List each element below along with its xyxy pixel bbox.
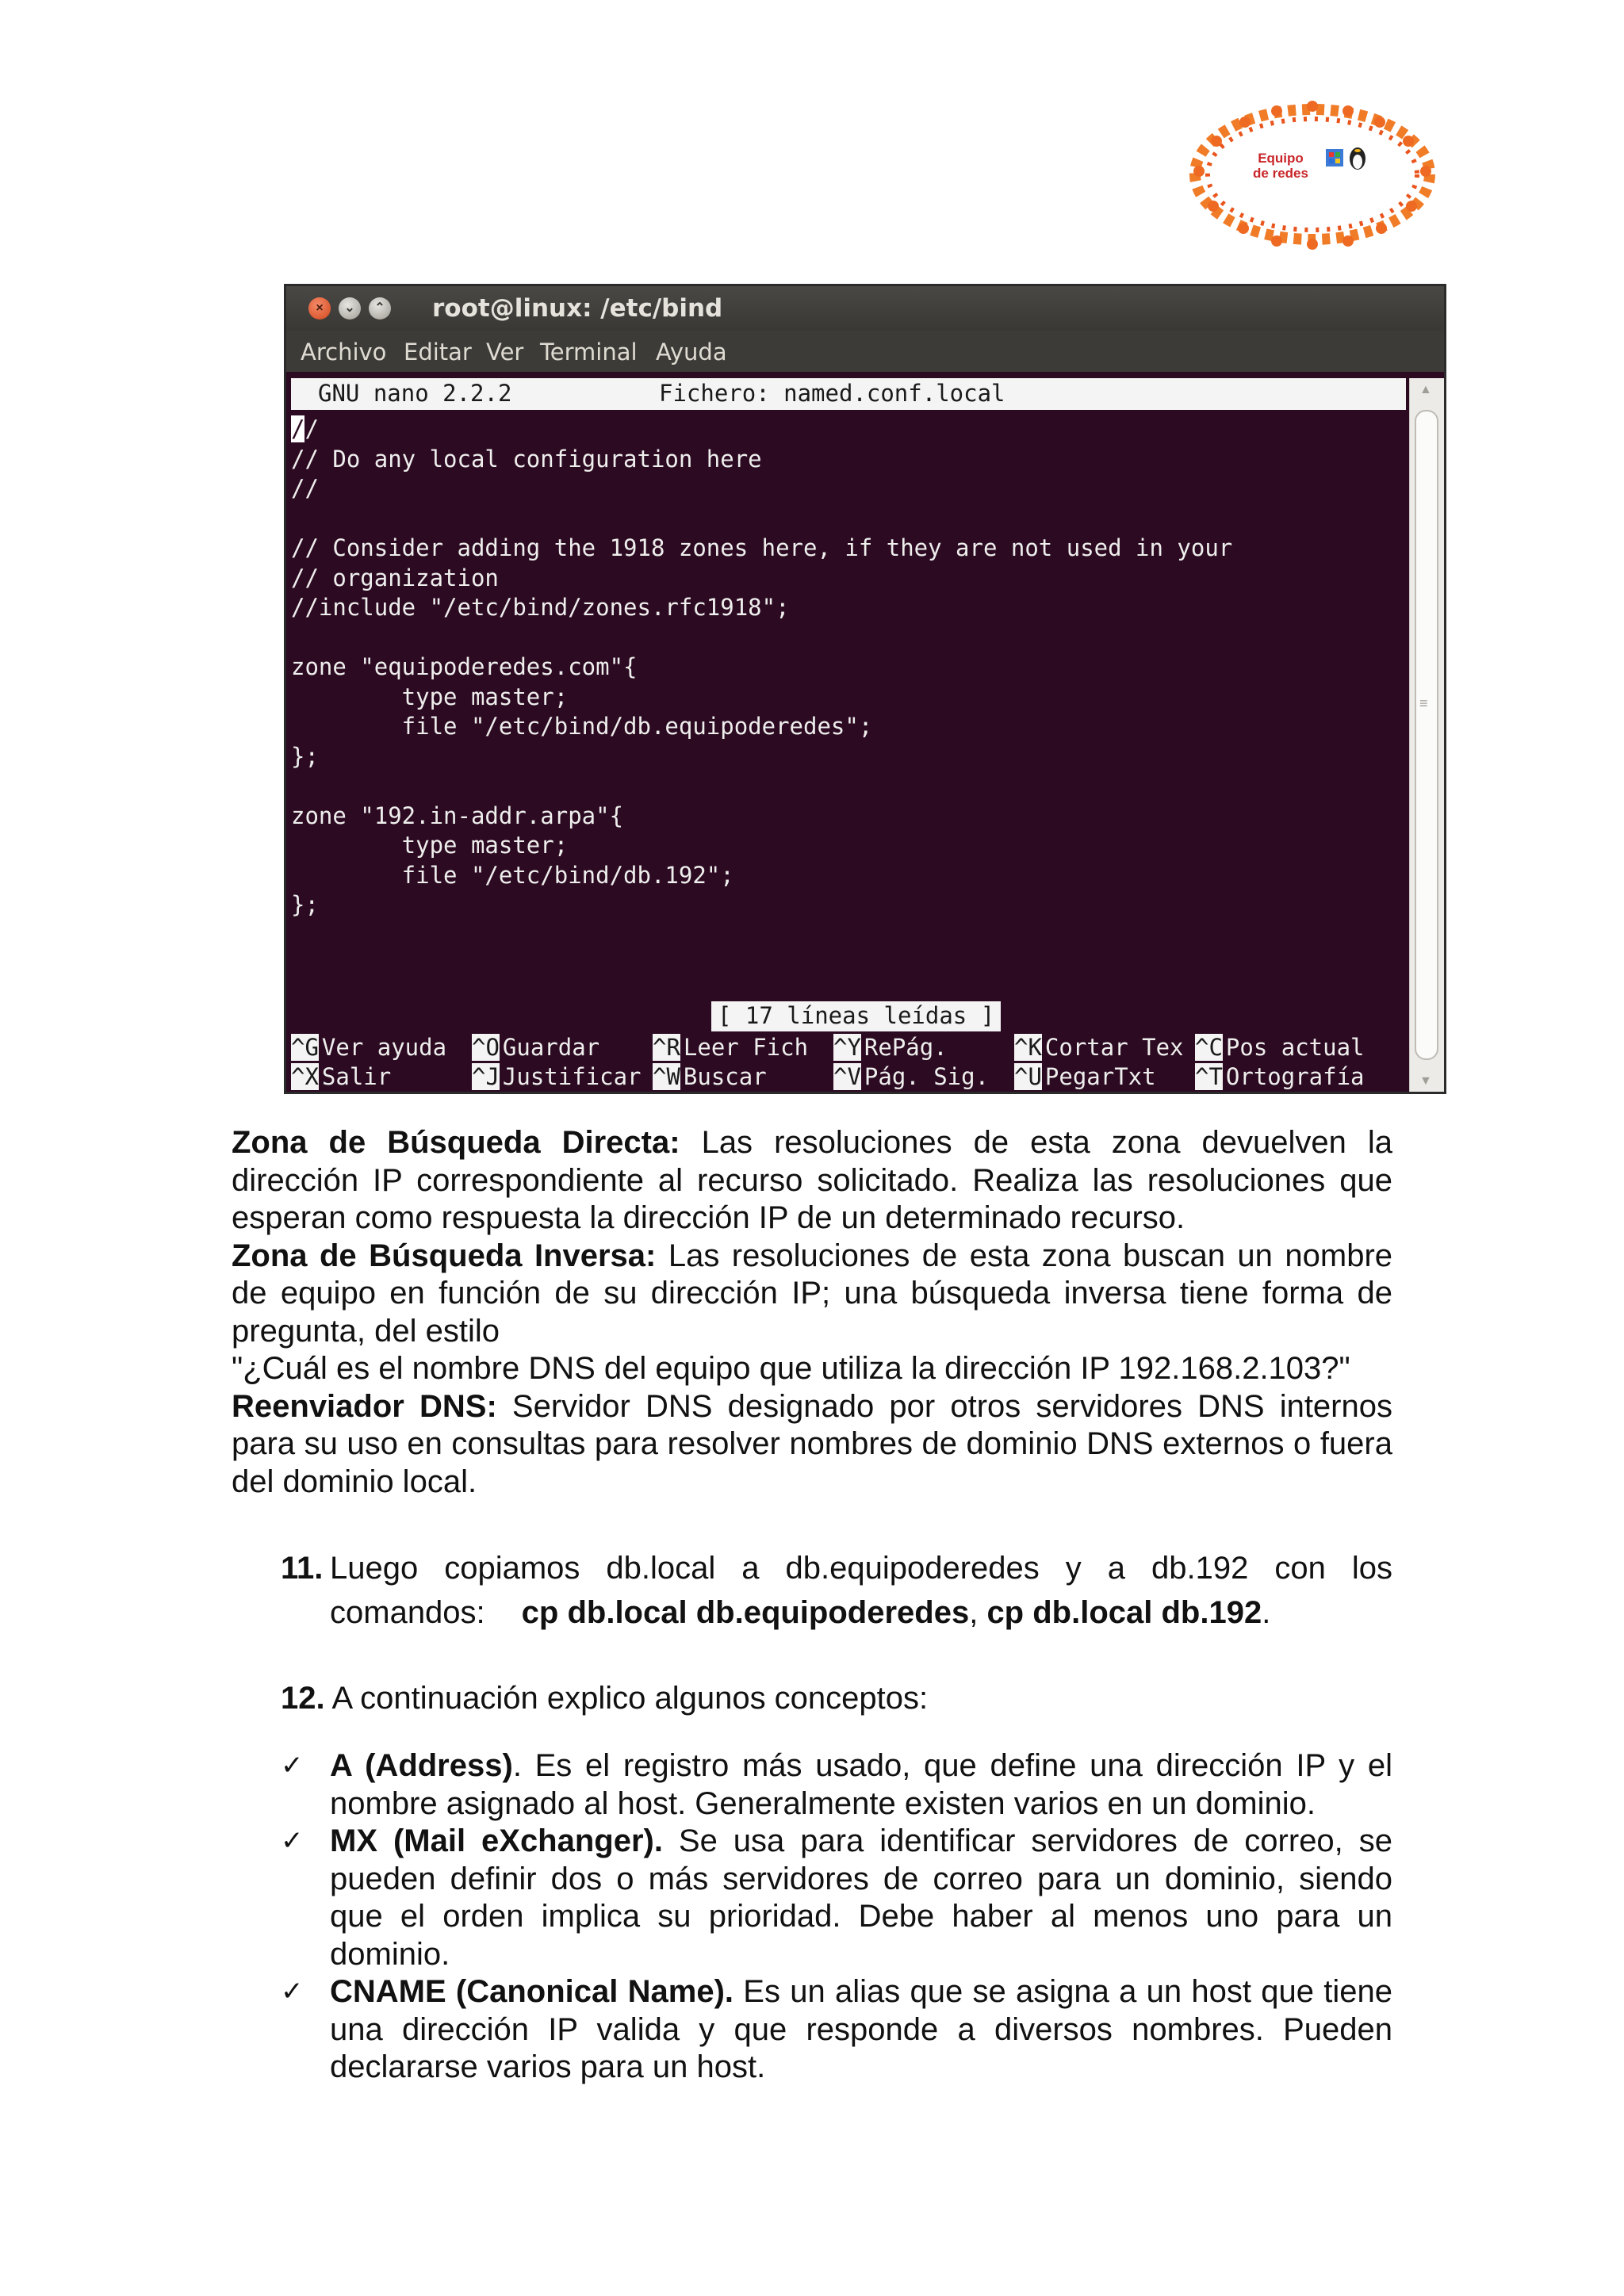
code-line: type master; [291,683,569,710]
shortcut-label: Ortografía [1225,1063,1365,1090]
nano-header [291,378,1406,410]
concept-text: . Es el registro más usado, que define una dirección IP y el nombre asignado al host. Generalmente existen varios en un dominio. [330,1748,1392,1821]
concept-term: CNAME (Canonical Name). [330,1974,734,2009]
shortcut-key: ^Y [833,1034,861,1061]
code-line: }; [291,891,319,918]
forwarder-term: Reenviador DNS: [232,1388,497,1424]
nano-filename: Fichero: named.conf.local [659,380,1005,407]
code-line: type master; [291,832,569,859]
code-line: file "/etc/bind/db.equipoderedes"; [291,713,873,740]
inverse-zone-paragraph [232,1238,1392,1351]
menu-ver[interactable]: Ver [486,339,524,365]
direct-zone-text: Las resoluciones de esta zona devuelven la dirección IP correspondiente al recurso solicitado. Realiza las resoluciones que esperan como respuesta la dirección IP de un determinado recurso. [232,1125,1393,1235]
checkmark-icon: ✓ [281,1750,304,1781]
shortcut-key: ^C [1195,1034,1223,1061]
command-2: cp db.local db.192 [986,1595,1262,1630]
shortcut-row-2 [291,1062,1401,1092]
status-message: [ 17 líneas leídas ] [711,1001,1001,1031]
code-line [291,504,1401,534]
maximize-button[interactable] [369,297,391,320]
menu-archivo[interactable]: Archivo [301,339,387,365]
shortcut-key: ^W [653,1063,680,1090]
concept-text: Es un alias que se asigna a un host que tiene una dirección IP valida y que responde a diversos nombres. Pueden declararse varios para un host. [330,1974,1392,2084]
code-line: zone "192.in-addr.arpa"{ [291,802,624,829]
concept-term: A (Address) [330,1748,513,1783]
logo-line2: de redes [1253,166,1308,181]
nano-version: GNU nano 2.2.2 [318,380,512,407]
concept-list [281,1747,1392,2087]
step-11-commands [330,1590,1392,1635]
close-icon: × [316,301,324,315]
checkmark-icon: ✓ [281,1825,304,1857]
code-line [291,623,1401,653]
code-line: // Consider adding the 1918 zones here, if they are not used in your [291,534,1233,561]
shortcut-key: ^O [472,1034,500,1061]
code-line [291,415,1401,445]
shortcut-label: Cortar Tex [1044,1034,1184,1061]
close-button[interactable] [308,297,331,320]
logo-text [1245,151,1316,181]
shortcut-key: ^V [833,1063,861,1090]
menu-bar [286,331,1444,372]
step-11-prefix: comandos: [330,1595,485,1630]
shortcut-label: Pos actual [1225,1034,1365,1061]
shortcut-label: Buscar [683,1063,767,1090]
list-item [281,1973,1392,2087]
definitions-section [232,1124,1392,1501]
team-logo [1182,95,1443,254]
shortcut-key: ^G [291,1034,319,1061]
checkmark-icon: ✓ [281,1976,304,2007]
logo-line1: Equipo [1258,151,1304,166]
shortcut-row-1 [291,1033,1401,1062]
forwarder-text: Servidor DNS designado por otros servidores DNS internos para su uso en consultas para resolver nombres de dominio DNS externos o fuera del dominio local. [232,1388,1392,1499]
terminal-window [284,284,1446,1094]
title-bar [286,286,1444,331]
shortcut-label: PegarTxt [1044,1063,1156,1090]
code-line: // Do any local configuration here [291,445,762,473]
inverse-zone-question: "¿Cuál es el nombre DNS del equipo que utiliza la dirección IP 192.168.2.103?" [232,1351,1350,1386]
step-11-end: . [1262,1595,1271,1630]
scroll-down-icon[interactable]: ▼ [1419,1074,1432,1088]
inverse-zone-term: Zona de Búsqueda Inversa: [232,1238,657,1273]
shortcut-key: ^J [472,1063,500,1090]
shortcut-label: Justificar [502,1063,642,1090]
shortcut-label: Salir [321,1063,392,1090]
shortcut-label: Leer Fich [683,1034,809,1061]
command-separator: , [969,1595,987,1630]
direct-zone-term: Zona de Búsqueda Directa: [232,1125,680,1160]
shortcut-key: ^T [1195,1063,1223,1090]
maximize-icon: ⌃ [374,301,385,315]
code-line: // organization [291,564,499,591]
list-item [281,1747,1392,1823]
scroll-up-icon[interactable]: ▲ [1419,383,1432,396]
code-line: zone "equipoderedes.com"{ [291,653,638,680]
command-1: cp db.local db.equipoderedes [521,1595,970,1630]
shortcut-label: Guardar [502,1034,600,1061]
shortcut-key: ^X [291,1063,319,1090]
shortcut-key: ^K [1014,1034,1042,1061]
step-12-number: 12. [281,1681,325,1716]
scrollbar-thumb[interactable] [1415,410,1438,1060]
list-item [281,1823,1392,1973]
menu-ayuda[interactable]: Ayuda [656,339,727,365]
shortcut-label: Pág. Sig. [864,1063,990,1090]
concept-text: Se usa para identificar servidores de correo, se pueden definir dos o más servidores de correo para un dominio, siendo que el orden implica su prioridad. Debe haber al menos uno para un dominio. [330,1823,1392,1972]
menu-terminal[interactable]: Terminal [540,339,638,365]
code-line [291,771,1401,802]
text-cursor: / [291,415,305,442]
code-line: file "/etc/bind/db.192"; [291,861,734,889]
shortcut-key: ^R [653,1034,680,1061]
step-12 [281,1679,928,1717]
inverse-zone-text: Las resoluciones de esta zona buscan un nombre de equipo en función de su dirección IP; una búsqueda inversa tiene forma de pregunta, del estilo [232,1238,1393,1349]
concept-term: MX (Mail eXchanger). [330,1823,663,1858]
shortcut-bar [291,1033,1401,1092]
step-11-text: Luego copiamos db.local a db.equipoderedes y a db.192 con los [330,1551,1392,1586]
step-11-number: 11. [281,1551,324,1586]
shortcut-key: ^U [1014,1063,1042,1090]
code-line: //include "/etc/bind/zones.rfc1918"; [291,594,790,621]
direct-zone-paragraph [232,1124,1392,1238]
menu-editar[interactable]: Editar [404,339,472,365]
window-title: root@linux: /etc/bind [432,294,723,323]
code-line-rest: / [304,415,319,442]
code-line: }; [291,742,319,770]
code-line: // [291,475,319,502]
shortcut-label: Ver ayuda [321,1034,447,1061]
minimize-icon: ⌄ [344,301,355,315]
editor-text-area[interactable] [291,415,1401,920]
shortcut-label: RePág. [864,1034,948,1061]
minimize-button[interactable] [339,297,361,320]
grip-icon: ≡ [1419,695,1428,711]
scrollbar[interactable] [1409,378,1444,1093]
step-12-text: A continuación explico algunos conceptos: [324,1681,929,1716]
forwarder-paragraph [232,1388,1392,1502]
